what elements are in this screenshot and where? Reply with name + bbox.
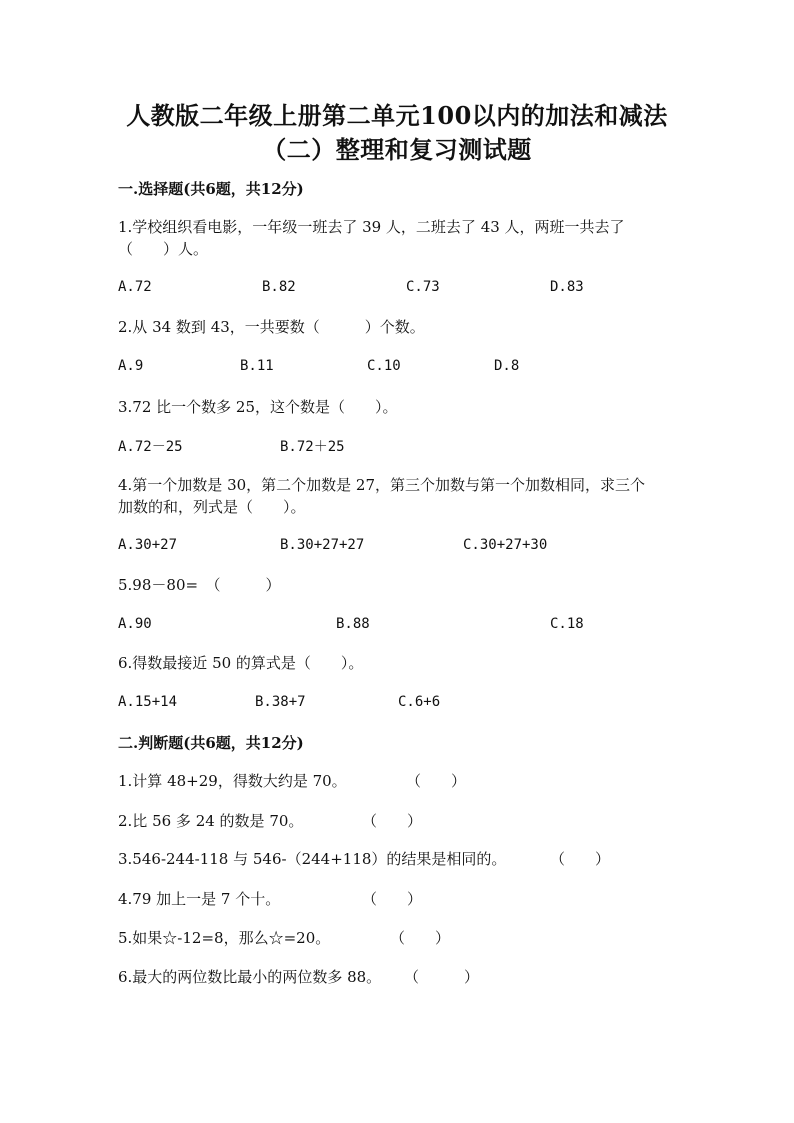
option-d[interactable]: D.83 [550,279,584,295]
question-text: 1.学校组织看电影，一年级一班去了 39 人，二班去了 43 人，两班一共去了 [118,218,625,236]
judgment-question: 6.最大的两位数比最小的两位数多 88。 [118,968,382,986]
option-b[interactable]: B.30+27+27 [280,537,365,553]
question-text-cont: （ ）人。 [118,240,209,258]
option-b[interactable]: B.82 [262,279,296,295]
option-b[interactable]: B.38+7 [255,694,306,710]
question-text: 2.从 34 数到 43，一共要数（ ）个数。 [118,318,425,336]
judgment-question: 5.如果☆-12=8，那么☆=20。 [118,929,331,947]
option-b[interactable]: B.72＋25 [280,439,345,455]
answer-blank[interactable]: （ ） [362,812,423,830]
option-a[interactable]: A.30+27 [118,537,178,553]
question-text: 4.第一个加数是 30，第二个加数是 27，第三个加数与第一个加数相同，求三个 [118,476,646,494]
option-a[interactable]: A.15+14 [118,694,178,710]
option-b[interactable]: B.11 [240,358,274,374]
page-subtitle: （二）整理和复习测试题 [262,135,532,164]
question-text: 3.72 比一个数多 25，这个数是（ ）。 [118,398,398,416]
answer-blank[interactable]: （ ） [390,929,451,947]
option-a[interactable]: A.90 [118,616,152,632]
option-a[interactable]: A.9 [118,358,144,374]
option-d[interactable]: D.8 [494,358,520,374]
judgment-question: 3.546-244-118 与 546-（244+118）的结果是相同的。 [118,850,507,868]
section-heading-choice: 一.选择题(共6题，共12分) [118,180,304,198]
answer-blank[interactable]: （ ） [362,890,423,908]
option-c[interactable]: C.18 [550,616,584,632]
option-c[interactable]: C.6+6 [398,694,441,710]
judgment-question: 1.计算 48+29，得数大约是 70。 [118,772,347,790]
option-c[interactable]: C.10 [367,358,401,374]
option-b[interactable]: B.88 [336,616,370,632]
section-heading-judgment: 二.判断题(共6题，共12分) [118,734,304,752]
option-c[interactable]: C.30+27+30 [463,537,548,553]
question-text: 5.98－80= （ ） [118,576,281,594]
answer-blank[interactable]: （ ） [404,968,480,986]
option-a[interactable]: A.72－25 [118,439,183,455]
page-title: 人教版二年级上册第二单元100以内的加法和减法 [126,101,668,130]
answer-blank[interactable]: （ ） [406,772,467,790]
judgment-question: 4.79 加上一是 7 个十。 [118,890,281,908]
option-c[interactable]: C.73 [406,279,440,295]
judgment-question: 2.比 56 多 24 的数是 70。 [118,812,304,830]
question-text-cont: 加数的和，列式是（ ）。 [118,498,306,516]
option-a[interactable]: A.72 [118,279,152,295]
question-text: 6.得数最接近 50 的算式是（ ）。 [118,654,364,672]
answer-blank[interactable]: （ ） [550,850,611,868]
